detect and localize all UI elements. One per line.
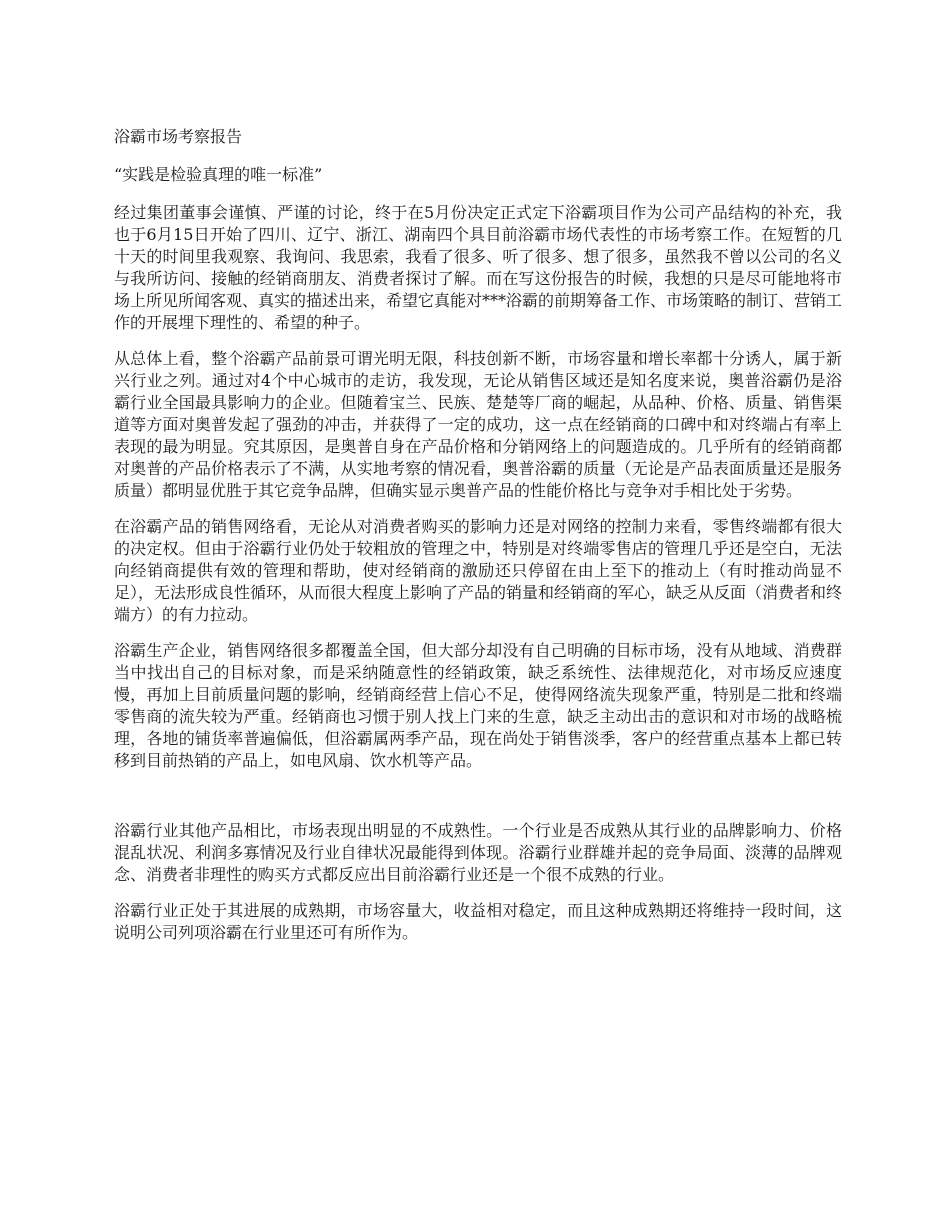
document-page: [114, 126, 842, 958]
paragraph-intro: 经过集团董事会谨慎、严谨的讨论，终于在5月份决定正式定下浴霸项目作为公司产品结构的补充，我也于6月15日开始了四川、辽宁、浙江、湖南四个具目前浴霸市场代表性的市场考察工作。在短暂的几十天的时间里我观察、我询问、我思索，我看了很多、听了很多、想了很多，虽然我不曾以公司的名义与我所访问、接触的经销商朋友、消费者探讨了解。而在写这份报告的时候，我想的只是尽可能地将市场上所见所闻客观、真实的描述出来，希望它真能对***浴霸的前期筹备工作、市场策略的制订、营销工作的开展埋下理性的、希望的种子。: [114, 203, 843, 332]
paragraph-industry-maturity: 浴霸行业其他产品相比，市场表现出明显的不成熟性。一个行业是否成熟从其行业的品牌影响力、价格混乱状况、利润多寡情况及行业自律状况最能得到体现。浴霸行业群雄并起的竞争局面、淡薄的品牌观念、消费者非理性的购买方式都反应出目前浴霸行业还是一个很不成熟的行业。: [114, 821, 842, 884]
paragraph-sales-network: 在浴霸产品的销售网络看，无论从对消费者购买的影响力还是对网络的控制力来看，零售终端都有很大的决定权。但由于浴霸行业仍处于较粗放的管理之中，特别是对终端零售店的管理几乎还是空白，无法向经销商提供有效的管理和帮助，使对经销商的激励还只停留在由上至下的推动上（有时推动尚显不足），无法形成良性循环，从而很大程度上影响了产品的销量和经销商的军心，缺乏从反面（消费者和终端方）的有力拉动。: [114, 517, 843, 624]
paragraph-conclusion: 浴霸行业正处于其进展的成熟期，市场容量大，收益相对稳定，而且这种成熟期还将维持一段时间，这说明公司列项浴霸在行业里还可有所作为。: [114, 901, 842, 942]
document-title: 浴霸市场考察报告: [114, 127, 243, 146]
section-gap: [114, 786, 842, 820]
paragraph-manufacturers: 浴霸生产企业，销售网络很多都覆盖全国，但大部分却没有自己明确的目标市场，没有从地域、消费群当中找出自己的目标对象，而是采纳随意性的经销政策，缺乏系统性、法律规范化，对市场反应速度慢，再加上目前质量问题的影响，经销商经营上信心不足，使得网络流失现象严重，特别是二批和终端零售商的流失较为严重。经销商也习惯于别人找上门来的生意，缺乏主动出击的意识和对市场的战略梳理，各地的铺货率普遍偏低，但浴霸属两季产品，现在尚处于销售淡季，客户的经营重点基本上都已转移到目前热销的产品上，如电风扇、饮水机等产品。: [114, 641, 842, 770]
paragraph-overview: 从总体上看，整个浴霸产品前景可谓光明无限，科技创新不断，市场容量和增长率都十分诱人，属于新兴行业之列。通过对4个中心城市的走访，我发现，无论从销售区域还是知名度来说，奥普浴霸仍是浴霸行业全国最具影响力的企业。但随着宝兰、民族、楚楚等厂商的崛起，从品种、价格、质量、销售渠道等方面对奥普发起了强劲的冲击，并获得了一定的成功，这一点在经销商的口碑中和对终端占有率上表现的最为明显。究其原因，是奥普自身在产品价格和分销网络上的问题造成的。几乎所有的经销商都对奥普的产品价格表示了不满，从实地考察的情况看，奥普浴霸的质量（无论是产品表面质量还是服务质量）都明显优胜于其它竞争品牌，但确实显示奥普产品的性能价格比与竞争对手相比处于劣势。: [114, 349, 842, 500]
document-quote: “实践是检验真理的唯一标准”: [114, 165, 323, 184]
